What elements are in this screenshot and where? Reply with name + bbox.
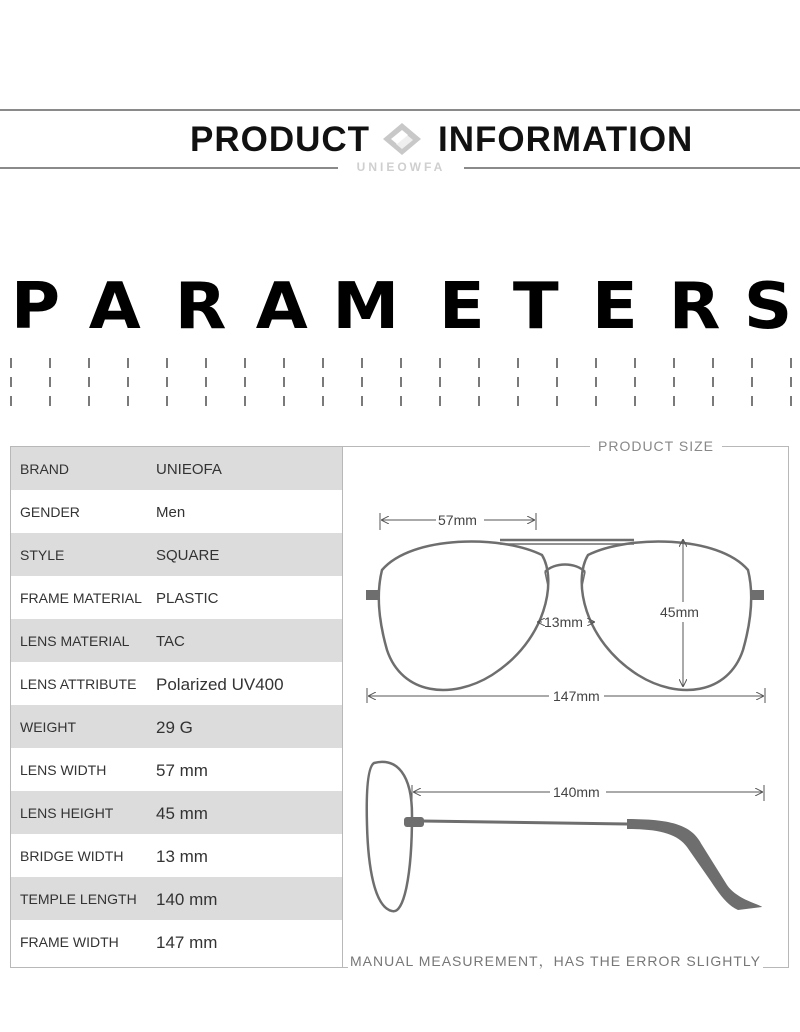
parameters-letter: P	[10, 270, 61, 344]
row-label: FRAME MATERIAL	[20, 590, 142, 606]
row-value: UNIEOFA	[156, 461, 222, 478]
tick-column	[322, 358, 324, 406]
tick-column	[712, 358, 714, 406]
table-row	[11, 662, 342, 705]
frame-width-label: 147mm	[553, 688, 600, 704]
tick-column	[478, 358, 480, 406]
table-row	[11, 748, 342, 791]
tick-column	[517, 358, 519, 406]
row-label: FRAME WIDTH	[20, 934, 119, 950]
parameters-letter: S	[743, 270, 793, 344]
temple-length-label: 140mm	[553, 784, 600, 800]
tick-column	[205, 358, 207, 406]
header-bottom-rule-right	[464, 167, 800, 169]
tick-column	[244, 358, 246, 406]
table-row	[11, 490, 342, 533]
tick-column	[556, 358, 558, 406]
tick-column	[595, 358, 597, 406]
header-bottom-rule-left	[0, 167, 338, 169]
row-label: LENS HEIGHT	[20, 805, 114, 821]
tick-column	[634, 358, 636, 406]
row-value: 140 mm	[156, 890, 218, 909]
row-label: LENS MATERIAL	[20, 633, 130, 649]
header-title-left: PRODUCT	[190, 120, 371, 159]
tick-column	[751, 358, 753, 406]
table-row	[11, 791, 342, 834]
table-row	[11, 576, 342, 619]
parameters-letter: A	[88, 270, 141, 344]
diamond-logo-icon	[381, 121, 423, 157]
parameters-letter: E	[438, 270, 485, 344]
tick-column	[361, 358, 363, 406]
glasses-front-diagram	[342, 500, 788, 710]
header-top-rule	[0, 109, 800, 111]
table-row	[11, 619, 342, 662]
header-title-right: INFORMATION	[438, 120, 694, 159]
row-value: 13 mm	[156, 847, 208, 866]
parameters-letter: A	[255, 270, 308, 344]
row-label: LENS ATTRIBUTE	[20, 676, 137, 692]
tick-column	[790, 358, 792, 406]
table-row	[11, 705, 342, 748]
table-row	[11, 447, 342, 490]
parameters-letter: E	[591, 270, 638, 344]
row-label: BRIDGE WIDTH	[20, 848, 124, 864]
row-label: STYLE	[20, 547, 65, 563]
tick-column	[10, 358, 12, 406]
row-value: SQUARE	[156, 547, 220, 564]
tick-column	[673, 358, 675, 406]
row-value: Polarized UV400	[156, 675, 284, 694]
row-label: WEIGHT	[20, 719, 76, 735]
tick-column	[49, 358, 51, 406]
tick-column	[88, 358, 90, 406]
tick-column	[439, 358, 441, 406]
row-value: 45 mm	[156, 804, 208, 823]
measurement-note: MANUAL MEASUREMENT，HAS THE ERROR SLIGHTLY	[350, 953, 762, 969]
row-value: TAC	[156, 633, 185, 650]
brand-subtitle: UNIEOWFA	[338, 160, 464, 174]
row-label: BRAND	[20, 461, 70, 477]
row-label: LENS WIDTH	[20, 762, 107, 778]
row-value: 147 mm	[156, 933, 218, 952]
table-row	[11, 834, 342, 877]
lens-height-label: 45mm	[660, 604, 699, 620]
glasses-side-diagram	[342, 755, 788, 920]
product-size-title: PRODUCT SIZE	[590, 438, 722, 454]
row-value: PLASTIC	[156, 590, 219, 607]
parameter-table	[10, 446, 343, 968]
tick-column	[283, 358, 285, 406]
table-row	[11, 920, 342, 963]
bridge-width-label: 13mm	[544, 614, 583, 630]
tick-column	[127, 358, 129, 406]
row-label: TEMPLE LENGTH	[20, 891, 137, 907]
parameters-letter: R	[174, 270, 227, 344]
table-row	[11, 533, 342, 576]
tick-column	[166, 358, 168, 406]
row-label: GENDER	[20, 504, 80, 520]
table-row	[11, 877, 342, 920]
lens-width-label: 57mm	[438, 512, 477, 528]
tick-column	[400, 358, 402, 406]
row-value: Men	[156, 504, 186, 521]
parameters-letter: M	[332, 270, 400, 344]
row-value: 29 G	[156, 718, 193, 737]
parameters-letter: T	[512, 270, 559, 344]
parameters-letter: R	[668, 270, 721, 344]
row-value: 57 mm	[156, 761, 208, 780]
